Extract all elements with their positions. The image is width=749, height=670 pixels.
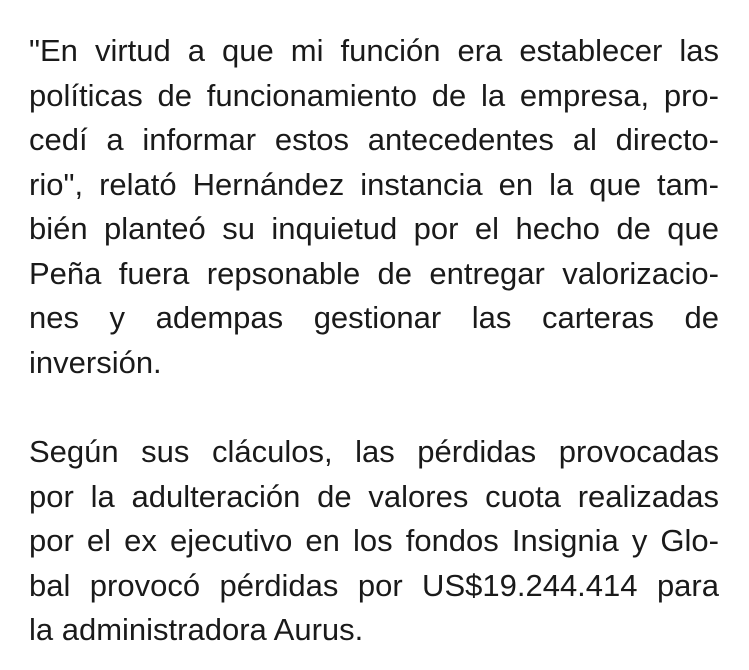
text-line: inversión. [29, 344, 162, 380]
text-line: por la adulteración de valores cuota realizadas [29, 478, 719, 514]
text-line: Peña fuera repsonable de entregar valorizacio- [29, 255, 719, 291]
text-line: bal provocó pérdidas por US$19.244.414 para [29, 567, 719, 603]
text-line: Según sus cláculos, las pérdidas provocadas [29, 434, 719, 469]
text-line: "En virtud a que mi función era establecer las [29, 33, 719, 68]
text-line: políticas de funcionamiento de la empresa, pro- [29, 77, 719, 113]
text-line: la administradora Aurus. [29, 612, 364, 647]
paragraph-spacer [29, 385, 719, 430]
paragraph-1 [29, 29, 719, 385]
text-line: bién planteó su inquietud por el hecho de que [29, 211, 719, 246]
text-line: cedí a informar estos antecedentes al directo- [29, 122, 719, 157]
text-line: nes y adempas gestionar las carteras de [29, 300, 719, 335]
article-body [29, 29, 719, 653]
paragraph-2 [29, 430, 719, 653]
text-line: por el ex ejecutivo en los fondos Insignia y Glo- [29, 523, 719, 558]
text-line: rio", relató Hernández instancia en la que tam- [29, 166, 719, 202]
